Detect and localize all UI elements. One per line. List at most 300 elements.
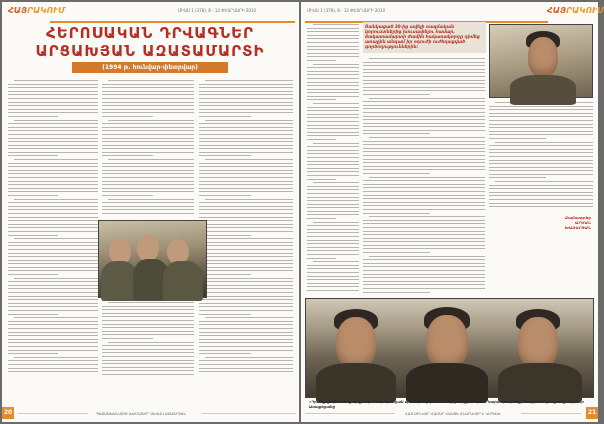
issue-info: ՄԻԱՍ 1 (378), 8 - 12 ՓԵՏՐՎԱՐԻ 2010	[307, 8, 386, 13]
footer-text: ՊԱՏԱՍԽԱՆԱՏՈՒ ԽՄԲԱԳԻՐ՝ ՍԵՎԱԿ ԱՍԱՏՐՅԱՆ	[96, 412, 187, 416]
text-line	[102, 306, 194, 307]
text-line	[108, 199, 194, 200]
text-line	[8, 364, 98, 365]
text-line	[489, 138, 546, 139]
text-line	[307, 135, 359, 136]
text-line	[489, 160, 593, 161]
footer-text: ՀԱՅ ԶԻՆՎՈՐ ՀԱՄԱՐ ՀԱՍՑԵ ՀՆԱՐԱՎՈՐ Է ԿԱՊՎԵԼ	[405, 412, 502, 416]
text-line	[307, 85, 359, 86]
text-line	[8, 324, 98, 325]
text-line	[307, 290, 359, 291]
photo-veterans	[305, 298, 594, 398]
text-line	[489, 192, 593, 193]
text-line	[102, 338, 153, 339]
text-line	[489, 177, 546, 178]
text-line	[307, 89, 359, 90]
text-line	[363, 173, 430, 174]
text-line	[307, 276, 359, 277]
text-line	[307, 125, 359, 126]
text-line	[102, 370, 194, 371]
text-line	[14, 357, 98, 358]
text-line	[199, 188, 293, 189]
text-line	[363, 205, 485, 206]
header-rule	[50, 21, 295, 23]
text-line	[363, 292, 430, 293]
text-line	[313, 103, 359, 104]
text-line	[307, 286, 359, 287]
text-line	[8, 98, 98, 99]
text-line	[363, 263, 485, 264]
magazine-logo: ՀԱՅՐԱԿՈՒՄ	[8, 6, 66, 15]
text-line	[8, 274, 58, 275]
text-line	[8, 112, 98, 113]
text-line	[307, 268, 359, 269]
text-line	[8, 303, 98, 304]
text-line	[102, 112, 194, 113]
text-line	[307, 265, 359, 266]
text-line	[8, 220, 98, 221]
text-line	[307, 193, 359, 194]
text-line	[102, 105, 194, 106]
text-line	[363, 101, 485, 102]
text-line	[199, 105, 293, 106]
text-line	[307, 218, 336, 219]
text-line	[307, 53, 359, 54]
text-line	[199, 152, 293, 153]
text-line	[8, 285, 98, 286]
text-line	[8, 202, 98, 203]
text-line	[8, 224, 98, 225]
text-line	[199, 296, 293, 297]
text-line	[363, 83, 485, 84]
text-line	[199, 166, 293, 167]
text-line	[363, 288, 485, 289]
text-line	[199, 288, 293, 289]
text-line	[8, 288, 98, 289]
text-line	[205, 120, 293, 121]
text-line	[8, 188, 98, 189]
page-header	[2, 6, 299, 18]
text-line	[363, 90, 485, 91]
text-line	[307, 240, 359, 241]
text-line	[199, 134, 293, 135]
text-line	[313, 24, 359, 25]
text-line	[489, 106, 593, 107]
text-line	[199, 227, 293, 228]
text-line	[307, 161, 359, 162]
text-line	[489, 174, 593, 175]
text-line	[363, 126, 485, 127]
text-line	[199, 360, 293, 361]
text-line	[199, 163, 293, 164]
text-line	[8, 123, 98, 124]
text-line	[363, 248, 485, 249]
text-line	[307, 38, 359, 39]
text-line	[8, 145, 98, 146]
text-line	[8, 339, 98, 340]
text-line	[8, 102, 98, 103]
text-line	[307, 186, 359, 187]
text-line	[8, 242, 98, 243]
text-line	[307, 200, 359, 201]
text-line	[199, 91, 293, 92]
text-line	[205, 80, 293, 81]
text-line	[102, 320, 194, 321]
text-line	[363, 184, 485, 185]
text-line	[313, 143, 359, 144]
text-line	[307, 139, 336, 140]
photo-caption: «Դրանք ընդհամենը մի քանի» Ղարաբաղյան պատերազմի մասնակիցները, Վեհրամ Կարապետյանը, Վազգեն Մկրտչյանը, Արթուր Առաքելյանը	[309, 400, 584, 409]
text-line	[102, 181, 194, 182]
text-line	[363, 266, 485, 267]
text-line	[199, 130, 293, 131]
text-line	[307, 117, 359, 118]
text-line	[102, 87, 194, 88]
text-line	[495, 142, 593, 143]
text-line	[363, 151, 485, 152]
text-line	[363, 252, 430, 253]
text-line	[8, 173, 98, 174]
text-line	[199, 87, 293, 88]
text-line	[8, 105, 98, 106]
text-line	[102, 155, 153, 156]
text-line	[307, 110, 359, 111]
text-line	[102, 141, 194, 142]
text-line	[199, 263, 293, 264]
text-line	[363, 69, 485, 70]
text-line	[8, 166, 98, 167]
text-line	[102, 102, 194, 103]
text-line	[199, 116, 251, 117]
text-column-3	[489, 102, 593, 212]
text-column-2-top	[102, 80, 194, 218]
text-line	[363, 112, 485, 113]
text-column-2-bottom	[102, 302, 194, 378]
text-line	[102, 374, 194, 375]
text-line	[307, 214, 359, 215]
text-line	[363, 155, 485, 156]
text-line	[307, 56, 359, 57]
text-line	[489, 185, 593, 186]
text-line	[199, 141, 293, 142]
text-line	[363, 238, 485, 239]
text-line	[102, 213, 194, 214]
text-line	[199, 155, 251, 156]
text-line	[102, 360, 194, 361]
text-line	[489, 116, 593, 117]
text-line	[489, 163, 593, 164]
text-line	[363, 108, 485, 109]
text-line	[199, 339, 293, 340]
text-line	[8, 231, 98, 232]
text-line	[363, 65, 485, 66]
text-line	[199, 170, 293, 171]
text-line	[363, 162, 485, 163]
text-line	[199, 94, 293, 95]
text-line	[307, 31, 359, 32]
text-line	[102, 331, 194, 332]
text-line	[8, 306, 98, 307]
text-line	[199, 253, 293, 254]
text-line	[14, 199, 98, 200]
photo-soldiers	[98, 220, 207, 298]
text-line	[102, 367, 194, 368]
text-line	[199, 267, 293, 268]
text-line	[102, 324, 194, 325]
text-line	[363, 220, 485, 221]
text-line	[363, 209, 485, 210]
text-line	[363, 259, 485, 260]
text-line	[199, 191, 293, 192]
text-line	[489, 167, 593, 168]
text-line	[363, 159, 485, 160]
text-line	[307, 236, 359, 237]
text-line	[363, 80, 485, 81]
text-line	[14, 278, 98, 279]
text-line	[8, 270, 98, 271]
text-line	[495, 181, 593, 182]
text-line	[489, 149, 593, 150]
text-line	[102, 152, 194, 153]
text-line	[307, 168, 359, 169]
text-line	[363, 234, 485, 235]
text-line	[489, 131, 593, 132]
text-line	[307, 78, 359, 79]
text-line	[307, 211, 359, 212]
text-line	[102, 94, 194, 95]
text-line	[8, 170, 98, 171]
text-line	[199, 260, 293, 261]
text-column-1-top	[307, 24, 359, 296]
text-line	[102, 209, 194, 210]
text-line	[8, 134, 98, 135]
pull-quote: Ցանկացած 30-ից ավելի ռազմական կորուստներից խուսափելու համար, ճակատամարտի ժամին հակառակորդը դիմեց առաջին անգամ իր օդուժի ուժեղացված գործողություններին:	[365, 24, 480, 49]
text-line	[108, 80, 194, 81]
text-line	[199, 84, 293, 85]
text-line	[199, 145, 293, 146]
text-column-3	[199, 80, 293, 378]
text-line	[8, 235, 58, 236]
text-line	[8, 91, 98, 92]
text-line	[102, 184, 194, 185]
text-line	[8, 346, 98, 347]
text-line	[199, 209, 293, 210]
text-line	[102, 148, 194, 149]
text-line	[363, 270, 485, 271]
text-line	[199, 173, 293, 174]
text-line	[199, 102, 293, 103]
text-line	[363, 141, 485, 142]
text-line	[8, 163, 98, 164]
text-line	[205, 199, 293, 200]
text-line	[307, 254, 359, 255]
text-line	[8, 253, 98, 254]
text-line	[199, 350, 293, 351]
text-line	[199, 224, 293, 225]
page-number: 20	[2, 407, 14, 419]
text-line	[199, 245, 293, 246]
text-line	[8, 213, 98, 214]
text-line	[199, 206, 293, 207]
text-line	[199, 98, 293, 99]
text-line	[8, 109, 98, 110]
text-line	[489, 195, 593, 196]
text-line	[307, 204, 359, 205]
text-line	[489, 134, 593, 135]
text-line	[199, 332, 293, 333]
text-line	[363, 72, 485, 73]
text-line	[363, 130, 485, 131]
text-line	[363, 274, 485, 275]
text-line	[102, 130, 194, 131]
text-line	[199, 328, 293, 329]
text-line	[363, 281, 485, 282]
text-line	[489, 124, 593, 125]
text-line	[363, 116, 485, 117]
text-line	[8, 177, 98, 178]
text-line	[102, 177, 194, 178]
text-line	[14, 80, 98, 81]
text-line	[307, 60, 336, 61]
text-line	[8, 87, 98, 88]
text-line	[199, 138, 293, 139]
text-line	[307, 92, 359, 93]
text-line	[102, 84, 194, 85]
text-line	[489, 152, 593, 153]
text-line	[8, 310, 98, 311]
text-line	[14, 317, 98, 318]
text-line	[307, 175, 359, 176]
text-line	[8, 350, 98, 351]
text-line	[369, 216, 485, 217]
text-line	[199, 303, 293, 304]
article-title-line2: ԱՐՑԱԽՅԱՆ ԱԶԱՏԱՄԱՐՏԻ	[35, 42, 265, 60]
photo-portrait	[489, 24, 593, 98]
text-line	[102, 316, 194, 317]
text-line	[363, 231, 485, 232]
text-line	[102, 334, 194, 335]
text-line	[199, 321, 293, 322]
article-title-line1: ՀԵՐՈՍԱԿԱՆ ԴՐՎԱԳՆԵՐ	[45, 24, 255, 42]
text-line	[313, 64, 359, 65]
text-line	[363, 180, 485, 181]
text-line	[307, 229, 359, 230]
text-line	[199, 242, 293, 243]
text-line	[8, 217, 98, 218]
text-line	[307, 114, 359, 115]
text-line	[363, 241, 485, 242]
text-line	[307, 232, 359, 233]
text-line	[307, 189, 359, 190]
text-line	[8, 256, 98, 257]
text-line	[102, 173, 194, 174]
text-line	[363, 245, 485, 246]
text-line	[363, 195, 485, 196]
author-signature: Ձայնագրեց ԱՐՄԱՆ ԽԱԶԱՐՅԱՆ	[564, 215, 591, 230]
text-line	[205, 238, 293, 239]
text-line	[489, 127, 593, 128]
text-line	[8, 263, 98, 264]
text-line	[8, 353, 58, 354]
text-line	[8, 368, 98, 369]
text-line	[102, 202, 194, 203]
text-line	[363, 227, 485, 228]
text-line	[307, 107, 359, 108]
text-line	[199, 256, 293, 257]
text-line	[363, 202, 485, 203]
text-line	[8, 181, 98, 182]
text-line	[307, 179, 336, 180]
text-line	[8, 260, 98, 261]
issue-info: ՄԻԱՍ 1 (378), 8 - 12 ՓԵՏՐՎԱՐԻ 2010	[178, 8, 257, 13]
page-header	[301, 6, 604, 18]
text-line	[307, 82, 359, 83]
text-line	[199, 220, 293, 221]
text-line	[108, 342, 194, 343]
text-line	[199, 314, 251, 315]
text-line	[307, 197, 359, 198]
text-line	[14, 120, 98, 121]
text-line	[307, 71, 359, 72]
text-line	[8, 195, 58, 196]
text-line	[205, 159, 293, 160]
text-line	[8, 116, 58, 117]
text-line	[199, 184, 293, 185]
text-line	[489, 170, 593, 171]
text-line	[8, 335, 98, 336]
text-line	[363, 223, 485, 224]
text-line	[199, 364, 293, 365]
text-line	[313, 222, 359, 223]
text-line	[363, 166, 485, 167]
text-line	[108, 302, 194, 303]
text-line	[8, 314, 58, 315]
text-line	[307, 157, 359, 158]
right-page	[301, 2, 604, 422]
text-column-2	[363, 58, 485, 296]
text-line	[363, 87, 485, 88]
text-line	[199, 292, 293, 293]
text-line	[307, 164, 359, 165]
text-line	[199, 335, 293, 336]
text-line	[369, 58, 485, 59]
text-line	[489, 113, 593, 114]
text-line	[307, 132, 359, 133]
text-line	[8, 148, 98, 149]
text-line	[307, 49, 359, 50]
text-line	[307, 28, 359, 29]
text-line	[489, 206, 593, 207]
text-line	[363, 62, 485, 63]
text-line	[307, 121, 359, 122]
text-line	[8, 84, 98, 85]
text-line	[199, 281, 293, 282]
text-line	[307, 99, 336, 100]
text-line	[369, 137, 485, 138]
article-subtitle: (1994 թ. հունվար-փետրվար)	[72, 62, 228, 73]
text-line	[108, 159, 194, 160]
text-line	[307, 146, 359, 147]
text-line	[363, 148, 485, 149]
text-line	[102, 363, 194, 364]
text-line	[8, 371, 98, 372]
text-line	[363, 133, 430, 134]
text-line	[102, 195, 153, 196]
text-line	[8, 184, 98, 185]
text-line	[363, 94, 430, 95]
text-line	[489, 109, 593, 110]
text-line	[102, 145, 194, 146]
